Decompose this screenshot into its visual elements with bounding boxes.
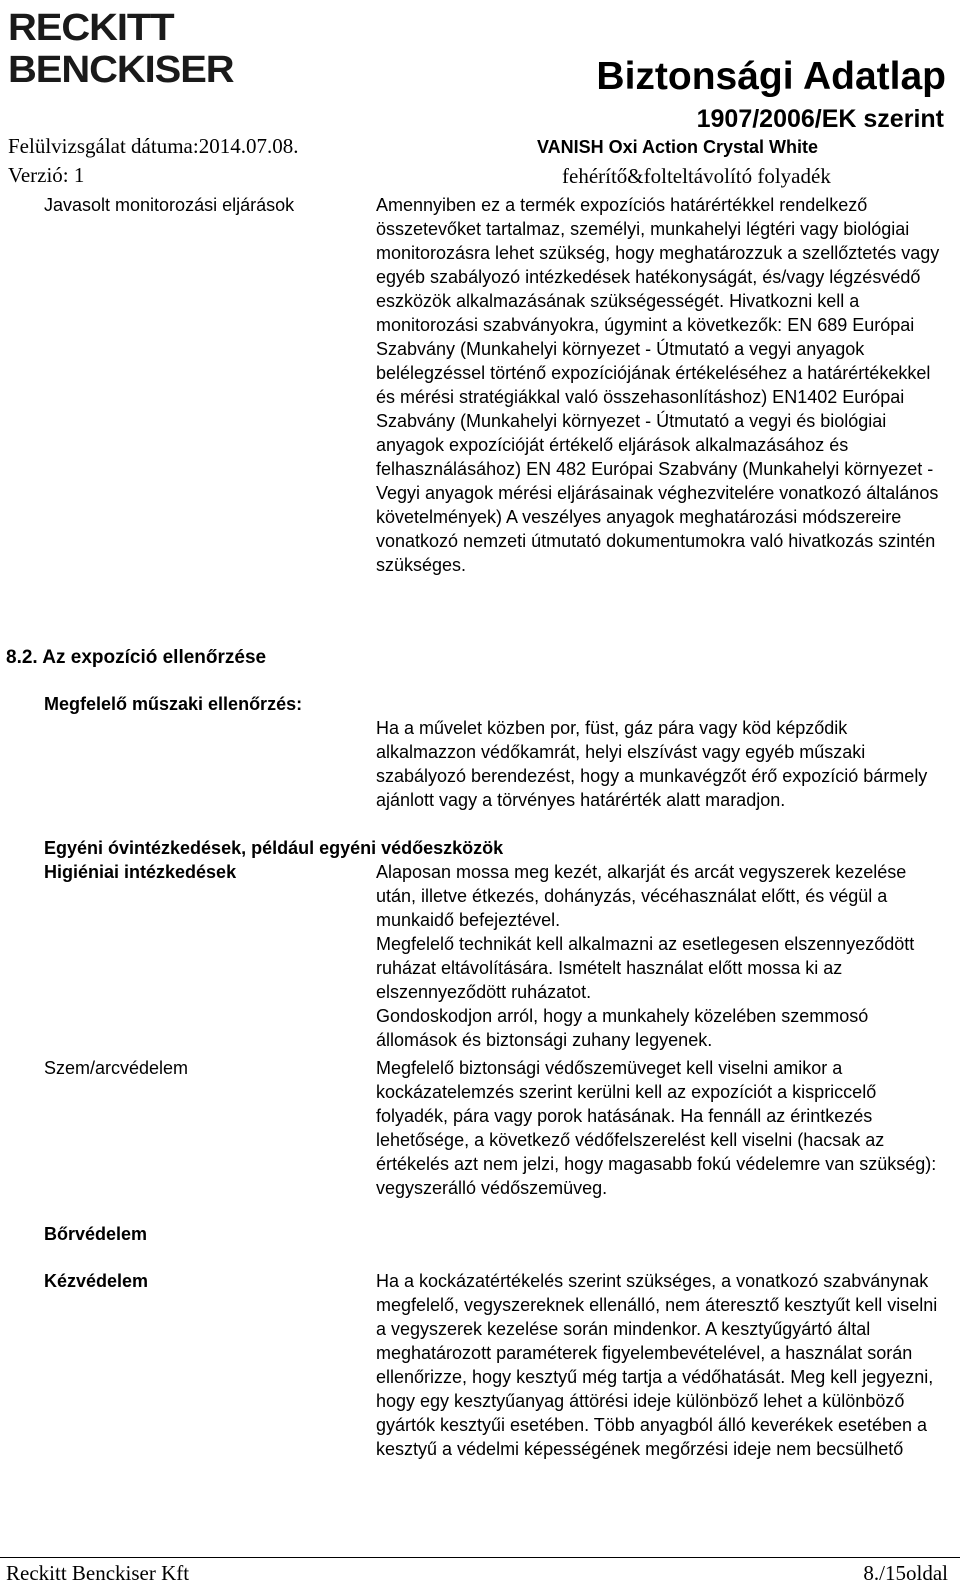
- monitoring-text: Amennyiben ez a termék expozíciós határértékkel rendelkező összetevőket tartalmaz, személyi, munkahelyi légtéri vagy biológiai monitorozásra lehet szükség, hogy meghatározzuk a szellőztetés vagy egyéb szabályozó intézkedések hatékonyságát, és/vagy légzésvédő eszközök alkalmazásának szükségességét. Hivatkozni kell a monitorozási szabványokra, úgymint a következők: EN 689 Európai Szabvány (Munkahelyi környezet - Útmutató a vegyi anyagok belélegzéssel történő expozíciójának értékeléséhez a határértékekkel és mérési stratégiákkal való összehasonlításhoz) EN1402 Európai Szabvány (Munkahelyi környezet - Útmutató a vegyi és biológiai anyagok expozícióját értékelő eljárások alkalmazásához és felhasználásához) EN 482 Európai Szabvány (Munkahelyi környezet - Vegyi anyagok mérési eljárásainak véghezvitelére vonatkozó általános követelmények) A veszélyes anyagok meghatározási módszereire vonatkozó nemzeti útmutató dokumentumokra való hivatkozás szintén szükséges.: [376, 195, 940, 575]
- product-name: VANISH Oxi Action Crystal White: [537, 137, 819, 157]
- hand-protection-text: Ha a kockázatértékelés szerint szükséges, a vonatkozó szabványnak megfelelő, vegyszereknek ellenálló, nem áteresztő kesztyűt kell viselni a vegyszerek kezelése során mindenkor. A kesztyűgyártó által meghatározott paraméterek figyelembevételével, a használat során ellenőrizze, hogy kesztyű még tartja a védőhatását. Meg kell jegyezni, hogy egy kesztyűanyag áttörési ideje különböző lehet a különböző gyártók kesztyűi esetében. Több anyagból álló keverékek esetében a kesztyű a védelmi képességének megőrzési ideje nem becsülhető: [376, 1271, 938, 1459]
- logo-line-2: BENCKISER: [8, 49, 234, 91]
- version: Verzió: 1: [8, 163, 85, 187]
- company-logo: [8, 6, 238, 90]
- revision-date: Felülvizsgálat dátuma:2014.07.08.: [8, 134, 299, 158]
- eye-protection-label: Szem/arcvédelem: [44, 1058, 189, 1078]
- hygiene-text-1: Alaposan mossa meg kezét, alkarját és arcát vegyszerek kezelése után, illetve étkezés, dohányzás, vécéhasználat előtt, és végül a munkaidő befejeztével.: [376, 862, 907, 930]
- regulation-reference: 1907/2006/EK szerint: [696, 105, 944, 133]
- product-type: fehérítő&folteltávolító folyadék: [562, 164, 831, 188]
- document-title: Biztonsági Adatlap: [596, 55, 946, 98]
- monitoring-label: Javasolt monitorozási eljárások: [44, 195, 295, 215]
- hand-protection-label: Kézvédelem: [44, 1271, 149, 1291]
- footer-company: Reckitt Benckiser Kft: [6, 1561, 190, 1585]
- engineering-controls-text: Ha a művelet közben por, füst, gáz pára vagy köd képződik alkalmazzon védőkamrát, helyi elszívást vagy egyéb műszaki szabályozó berendezést, hogy a munkavégzőt érő expozíció bármely ajánlott vagy a törvényes határérték alatt maradjon.: [376, 718, 928, 810]
- engineering-controls-label: Megfelelő műszaki ellenőrzés:: [44, 694, 303, 714]
- hygiene-text-2: Megfelelő technikát kell alkalmazni az esetlegesen elszennyeződött ruházat eltávolítására. Ismételt használat előtt mossa ki az elszennyeződött ruházatot.: [376, 934, 915, 1002]
- ppe-heading: Egyéni óvintézkedések, például egyéni védőeszközök: [44, 838, 504, 858]
- hygiene-label: Higiéniai intézkedések: [44, 862, 237, 882]
- skin-protection-label: Bőrvédelem: [44, 1224, 148, 1244]
- eye-protection-text: Megfelelő biztonsági védőszemüveget kell viselni amikor a kockázatelemzés szerint kerülni kell az expozíciót a kispriccelő folyadék, pára vagy porok hatásának. Ha fennáll az érintkezés lehetősége, a következő védőfelszerelést kell viselni (hacsak az értékelés azt nem jelzi, hogy magasabb fokú védelemre van szükség): vegyszerálló védőszemüveg.: [376, 1058, 937, 1198]
- logo-line-1: RECKITT: [8, 7, 174, 49]
- hygiene-text-3: Gondoskodjon arról, hogy a munkahely közelében szemmosó állomások és biztonsági zuhany legyenek.: [376, 1006, 869, 1050]
- footer-divider: [0, 1557, 960, 1558]
- section-heading: 8.2. Az expozíció ellenőrzése: [6, 647, 267, 668]
- page-number: 8./15oldal: [863, 1561, 948, 1585]
